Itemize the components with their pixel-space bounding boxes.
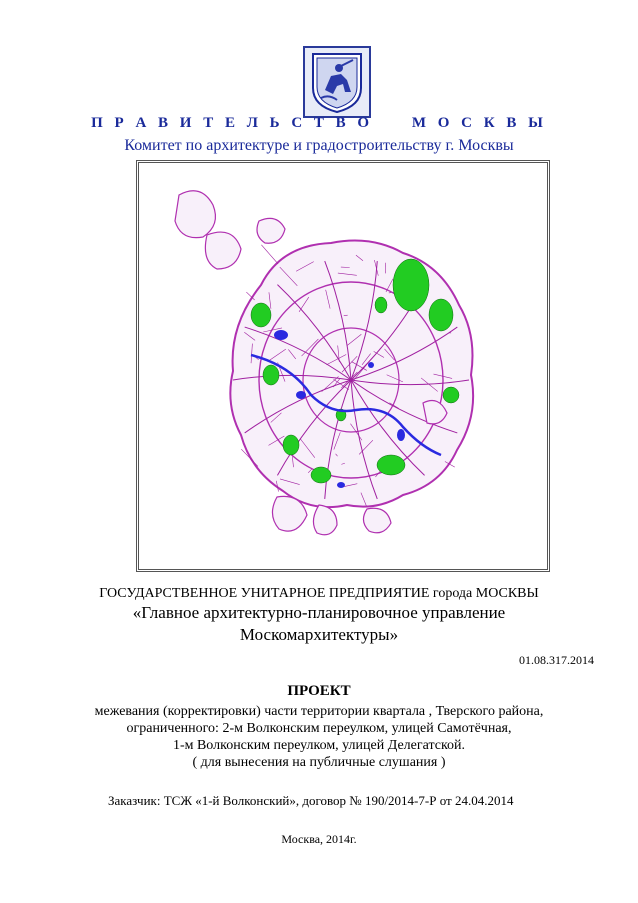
document-number: 01.08.317.2014	[519, 653, 594, 667]
organization-name: ГОСУДАРСТВЕННОЕ УНИТАРНОЕ ПРЕДПРИЯТИЕ города МОСКВЫ	[99, 586, 539, 601]
moscow-coat-of-arms-icon	[303, 46, 371, 118]
project-description-line: межевания (корректировки) части территории квартала , Тверского района,	[94, 704, 544, 719]
project-description-line: 1-м Волконским переулком, улицей Делегатской.	[172, 738, 466, 753]
project-description-line: ( для вынесения на публичные слушания )	[192, 755, 446, 770]
project-title: ПРОЕКТ	[287, 683, 351, 699]
customer-info: Заказчик: ТСЖ «1-й Волконский», договор № 190/2014-7-Р от 24.04.2014	[108, 793, 514, 808]
place-date: Москва, 2014г.	[281, 832, 357, 846]
project-description-line: ограниченного: 2-м Волконским переулком, улицей Самотёчная,	[126, 721, 512, 736]
government-title: П Р А В И Т Е Л Ь С Т В О М О С К В Ы	[91, 115, 547, 131]
committee-name: Комитет по архитектуре и градостроительству г. Москвы	[124, 137, 514, 154]
organization-full-name-line1: «Главное архитектурно-планировочное управление	[132, 603, 506, 622]
moscow-city-map	[136, 160, 550, 572]
organization-full-name-line2: Москомархитектуры»	[239, 625, 399, 644]
